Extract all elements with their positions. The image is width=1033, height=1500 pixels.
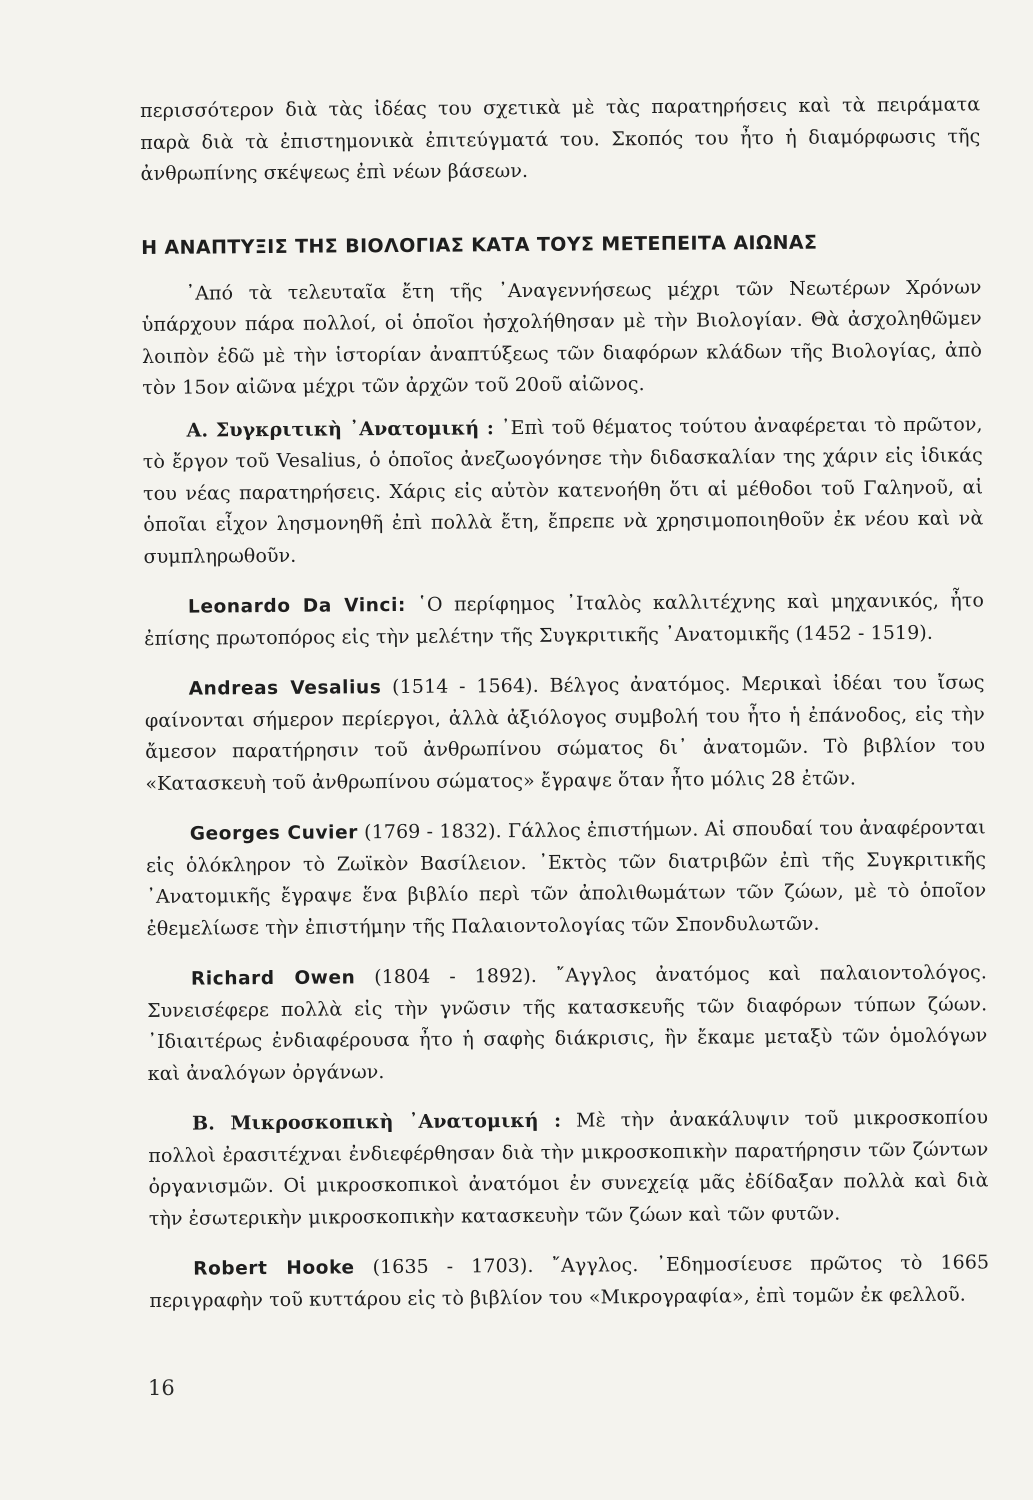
section-a-label: Α. Συγκριτικὴ ᾿Ανατομική : <box>186 416 495 442</box>
entry-name: Richard Owen <box>190 967 356 990</box>
section-a-text: ᾿Επὶ τοῦ θέματος τούτου ἀναφέρεται τὸ πρῶτον, τὸ ἔργον τοῦ Vesalius, ὁ ὁποῖος ἀνεζωογόνησε τὴν διδασκαλίαν της χάριν εἰς ἰδικάς του νέας παρατηρήσεις. Χάρις εἰς αὐτὸν κατενοήθη ὅτι αἱ μέθοδοι τοῦ Γαληνοῦ, αἱ ὁποῖαι εἶχον λησμονηθῆ ἐπὶ πολλὰ ἔτη, ἔπρεπε νὰ χρησιμοποιηθοῦν ἐκ νέου καὶ νὰ συμπληρωθοῦν. <box>142 412 984 568</box>
entry-text: (1514 - 1564). Βέλγος ἀνατόμος. Μερικαὶ ἰδέαι του ἴσως φαίνονται σήμερον περίεργοι, ἀλλὰ ἀξιόλογος συμβολή του ἦτο ἡ ἐπάνοδος, εἰς τὴν ἄμεσον παρατήρησιν τοῦ ἀνθρωπίνου σώματος δι᾿ ἀνατομῶν. Τὸ βιβλίον του «Κατασκευὴ τοῦ ἀνθρωπίνου σώματος» ἔγραψε ὅταν ἦτο μόλις 28 ἐτῶν. <box>144 671 986 795</box>
entry-name: Robert Hooke <box>193 1257 355 1280</box>
entry-text: ῾Ο περίφημος ᾿Ιταλὸς καλλιτέχνης καὶ μηχανικός, ἦτο ἐπίσης πρωτοπόρος εἰς τὴν μελέτην τῆς Συγκριτικῆς ᾿Ανατομικῆς (1452 - 1519). <box>144 589 985 650</box>
entry-name: Georges Cuvier <box>189 822 359 845</box>
section-b-label: Β. Μικροσκοπικὴ ᾿Ανατομική : <box>191 1109 562 1135</box>
entry-name: Leonardo Da Vinci: <box>187 594 407 618</box>
section-b-paragraph <box>148 1102 989 1235</box>
page-number: 16 <box>148 1376 175 1400</box>
entry-text: (1635 - 1703). ῎Αγγλος. ᾿Εδημοσίευσε πρῶτος τὸ 1665 περιγραφὴν τοῦ κυττάρου εἰς τὸ βιβλίον του «Μικρογραφία», ἐπὶ τομῶν ἐκ φελλοῦ. <box>149 1251 990 1312</box>
entry-name: Andreas Vesalius <box>188 677 382 700</box>
entry-leonardo <box>144 585 984 655</box>
entry-owen <box>147 957 988 1090</box>
section-heading: Η ΑΝΑΠΤΥΞΙΣ ΤΗΣ ΒΙΟΛΟΓΙΑΣ ΚΑΤΑ ΤΟΥΣ ΜΕΤΕΠΕΙΤΑ ΑΙΩΝΑΣ <box>141 231 818 259</box>
page-body <box>140 89 990 1317</box>
entry-text: (1804 - 1892). ῎Αγγλος ἀνατόμος καὶ παλαιοντολόγος. Συνεισέφερε πολλὰ εἰς τὴν γνῶσιν τῆς κατασκευῆς τῶν διαφόρων τύπων ζώων. ᾿Ιδιαιτέρως ἐνδιαφέρουσα ἦτο ἡ σαφὴς διάκρισις, ἣν ἔκαμε μεταξὺ τῶν ὁμολόγων καὶ ἀναλόγων ὀργάνων. <box>147 961 988 1085</box>
entry-text: (1769 - 1832). Γάλλος ἐπιστήμων. Αἱ σπουδαί του ἀναφέρονται εἰς ὁλόκληρον τὸ Ζωϊκὸν Βασίλειον. ᾿Εκτὸς τῶν διατριβῶν ἐπὶ τῆς Συγκριτικῆς ᾿Ανατομικῆς ἔγραψε ἕνα βιβλίο περὶ τῶν ἀπολιθωμάτων τῶν ζώων, μὲ τὸ ὁποῖον ἐθεμελίωσε τὴν ἐπιστήμην τῆς Παλαιοντολογίας τῶν Σπονδυλωτῶν. <box>145 816 987 940</box>
entry-cuvier <box>146 812 987 945</box>
entry-hooke <box>149 1247 989 1317</box>
section-a-paragraph <box>143 409 984 573</box>
entry-vesalius <box>145 667 986 800</box>
intro-paragraph: περισσότερον διὰ τὰς ἰδέας του σχετικὰ μὲ τὰς παρατηρήσεις καὶ τὰ πειράματα παρὰ διὰ τὰ ἐπιστημονικὰ ἐπιτεύγματά του. Σκοπός του ἦτο ἡ διαμόρφωσις τῆς ἀνθρωπίνης σκέψεως ἐπὶ νέων βάσεων. <box>140 93 981 185</box>
section-b-text: Μὲ τὴν ἀνακάλυψιν τοῦ μικροσκοπίου πολλοὶ ἐρασιτέχναι ἐνδιεφέρθησαν διὰ τὴν μικροσκοπικὴν παρατήρησιν τῶν ζώντων ὀργανισμῶν. Οἱ μικροσκοπικοὶ ἀνατόμοι ἐν συνεχείᾳ μᾶς ἐδίδαξαν πολλὰ καὶ διὰ τὴν ἐσωτερικὴν μικροσκοπικὴν κατασκευὴν τῶν ζώων καὶ τῶν φυτῶν. <box>148 1106 989 1230</box>
overview-paragraph: ᾿Από τὰ τελευταῖα ἔτη τῆς ᾿Αναγεννήσεως μέχρι τῶν Νεωτέρων Χρόνων ὑπάρχουν πάρα πολλοί, οἱ ὁποῖοι ἠσχολήθησαν μὲ τὴν Βιολογίαν. Θὰ ἀσχοληθῶμεν λοιπὸν ἐδῶ μὲ τὴν ἱστορίαν ἀναπτύξεως τῶν διαφόρων κλάδων τῆς Βιολογίας, ἀπὸ τὸν 15ον αἰῶνα μέχρι τῶν ἀρχῶν τοῦ 20οῦ αἰῶνος. <box>141 275 983 399</box>
